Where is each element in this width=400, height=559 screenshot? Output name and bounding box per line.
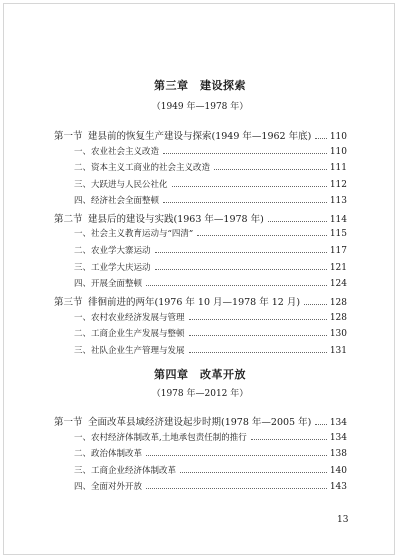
entry-page-number: 130 — [329, 329, 347, 339]
dot-leader — [189, 319, 327, 320]
dot-leader — [268, 221, 327, 222]
section-number: 第三节 — [54, 297, 83, 308]
chapter-title: 第四章 改革开放 — [154, 368, 246, 381]
dot-leader — [146, 285, 327, 286]
dot-leader — [214, 169, 327, 170]
dot-leader — [163, 202, 327, 203]
toc-section-entry[interactable] — [54, 128, 347, 142]
entry-title: 一、农村经济体制改革,土地承包责任制的推行 — [74, 433, 247, 443]
dot-leader — [197, 235, 327, 236]
toc-item-entry[interactable] — [74, 244, 347, 258]
entry-title: 四、经济社会全面整顿 — [74, 196, 160, 206]
entry-page-number: 110 — [329, 147, 347, 157]
dot-leader — [189, 352, 327, 353]
toc-item-entry[interactable] — [74, 194, 347, 208]
dot-leader — [315, 138, 327, 139]
entry-page-number: 143 — [329, 482, 347, 492]
entry-page-number: 128 — [329, 298, 347, 308]
toc-item-entry[interactable] — [74, 227, 347, 241]
entry-title: 三、社队企业生产管理与发展 — [74, 346, 185, 356]
dot-leader — [155, 252, 327, 253]
toc-item-entry[interactable] — [74, 277, 347, 291]
entry-page-number: 115 — [329, 229, 347, 239]
page-number: 13 — [337, 515, 349, 525]
entry-title: 一、农村农业经济发展与管理 — [74, 313, 185, 323]
entry-title: 二、农业学大寨运动 — [74, 246, 151, 256]
toc-item-entry[interactable] — [74, 161, 347, 175]
entry-title: 三、工商企业经济体制改革 — [74, 466, 177, 476]
entry-title: 一、社会主义教育运动与“四清” — [74, 229, 194, 239]
entry-title: 二、工商企业生产发展与整顿 — [74, 329, 185, 339]
toc-section-entry[interactable] — [54, 414, 347, 428]
entry-page-number: 128 — [329, 313, 347, 323]
dot-leader — [304, 304, 327, 305]
entry-page-number: 121 — [329, 263, 347, 273]
entry-page-number: 134 — [329, 433, 347, 443]
toc-item-entry[interactable] — [74, 261, 347, 275]
entry-title: 三、工业学大庆运动 — [74, 263, 151, 273]
dot-leader — [189, 335, 327, 336]
dot-leader — [155, 269, 327, 270]
toc-item-entry[interactable] — [74, 464, 347, 478]
entry-page-number: 117 — [329, 246, 347, 256]
entry-title: 三、大跃进与人民公社化 — [74, 180, 168, 190]
entry-title: 二、政治体制改革 — [74, 449, 143, 459]
entry-title: 建县前的恢复生产建设与探索(1949 年—1962 年底) — [88, 131, 312, 142]
entry-title: 一、农业社会主义改造 — [74, 147, 160, 157]
dot-leader — [146, 488, 327, 489]
entry-page-number: 138 — [329, 449, 347, 459]
chapter-title: 第三章 建设探索 — [154, 79, 246, 92]
entry-title: 二、资本主义工商业的社会主义改造 — [74, 163, 211, 173]
toc-item-entry[interactable] — [74, 327, 347, 341]
entry-title: 四、全面对外开放 — [74, 482, 143, 492]
toc-section-entry[interactable] — [54, 294, 347, 308]
toc-section-entry[interactable] — [54, 211, 347, 225]
entry-title: 四、开展全面整顿 — [74, 279, 143, 289]
entry-page-number: 124 — [329, 279, 347, 289]
dot-leader — [251, 439, 327, 440]
toc-item-entry[interactable] — [74, 178, 347, 192]
dot-leader — [146, 455, 327, 456]
dot-leader — [172, 186, 327, 187]
entry-title: 建县后的建设与实践(1963 年—1978 年) — [88, 214, 264, 225]
section-number: 第二节 — [54, 214, 83, 225]
entry-page-number: 111 — [329, 163, 347, 173]
section-number: 第一节 — [54, 417, 83, 428]
toc-item-entry[interactable] — [74, 447, 347, 461]
entry-page-number: 134 — [329, 418, 347, 428]
toc-item-entry[interactable] — [74, 145, 347, 159]
entry-page-number: 113 — [329, 196, 347, 206]
entry-page-number: 140 — [329, 466, 347, 476]
dot-leader — [180, 472, 327, 473]
dot-leader — [315, 424, 327, 425]
toc-item-entry[interactable] — [74, 344, 347, 358]
toc-item-entry[interactable] — [74, 431, 347, 445]
chapter-date-range: （1949 年—1978 年） — [151, 102, 249, 112]
section-number: 第一节 — [54, 131, 83, 142]
entry-title: 徘徊前进的两年(1976 年 10 月—1978 年 12 月) — [88, 297, 301, 308]
toc-item-entry[interactable] — [74, 311, 347, 325]
entry-page-number: 131 — [329, 346, 347, 356]
toc-item-entry[interactable] — [74, 480, 347, 494]
dot-leader — [163, 153, 327, 154]
entry-title: 全面改革县域经济建设起步时期(1978 年—2005 年) — [88, 417, 312, 428]
entry-page-number: 114 — [329, 215, 347, 225]
entry-page-number: 112 — [329, 180, 347, 190]
chapter-date-range: （1978 年—2012 年） — [151, 389, 249, 399]
entry-page-number: 110 — [329, 132, 347, 142]
